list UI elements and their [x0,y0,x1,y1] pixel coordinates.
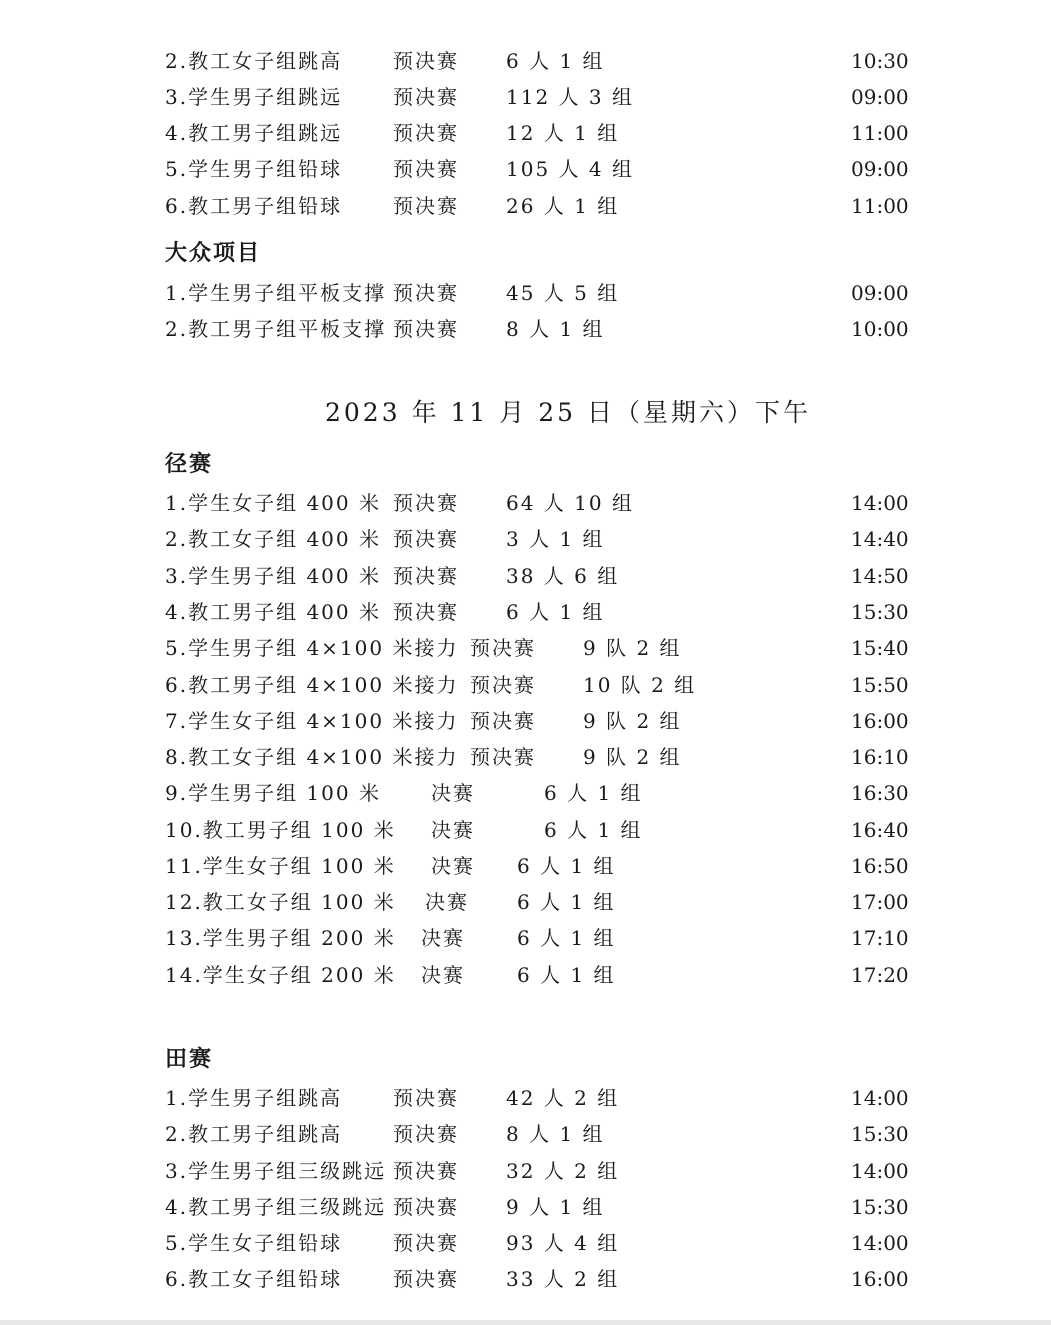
event-time: 10:00 [851,317,909,341]
event-name: 9.学生男子组 100 米 [165,781,381,805]
event-name: 4.教工男子组 400 米 [165,600,381,624]
event-round: 决赛 [431,854,475,878]
event-name: 1.学生女子组 400 米 [165,491,381,515]
event-round: 预决赛 [470,745,536,769]
event-round: 预决赛 [393,1231,459,1255]
event-entries: 6 人 1 组 [506,600,605,624]
event-round: 预决赛 [393,281,459,305]
event-entries: 6 人 1 组 [544,781,643,805]
event-time: 17:20 [851,963,909,987]
event-entries: 64 人 10 组 [506,491,634,515]
list-item [165,278,909,308]
list-item [165,154,909,184]
event-name: 12.教工女子组 100 米 [165,890,396,914]
event-round: 预决赛 [470,709,536,733]
event-name: 14.学生女子组 200 米 [165,963,396,987]
list-item [165,960,909,990]
event-round: 决赛 [431,818,475,842]
list-item [165,1264,909,1294]
track-events-heading: 径赛 [165,452,214,477]
event-entries: 26 人 1 组 [506,194,620,218]
event-entries: 42 人 2 组 [506,1086,620,1110]
event-round: 决赛 [421,963,465,987]
list-item [165,633,909,663]
list-item [165,706,909,736]
event-round: 预决赛 [393,1267,459,1291]
event-time: 14:00 [851,491,909,515]
event-round: 预决赛 [393,491,459,515]
list-item [165,742,909,772]
event-name: 2.教工男子组跳高 [165,1122,343,1146]
list-item [165,815,909,845]
event-entries: 6 人 1 组 [517,926,616,950]
event-time: 15:40 [851,636,909,660]
event-name: 1.学生男子组跳高 [165,1086,343,1110]
list-item [165,82,909,112]
list-item [165,46,909,76]
event-entries: 8 人 1 组 [506,1122,605,1146]
event-time: 14:40 [851,527,909,551]
list-item [165,1119,909,1149]
event-name: 6.教工女子组铅球 [165,1267,343,1291]
event-time: 15:30 [851,1122,909,1146]
event-entries: 9 人 1 组 [506,1195,605,1219]
event-round: 预决赛 [393,1195,459,1219]
list-item [165,1083,909,1113]
event-round: 预决赛 [470,636,536,660]
event-time: 16:50 [851,854,909,878]
event-time: 09:00 [851,281,909,305]
event-entries: 9 队 2 组 [583,636,682,660]
event-time: 16:00 [851,1267,909,1291]
event-time: 14:50 [851,564,909,588]
event-round: 预决赛 [393,564,459,588]
event-time: 14:00 [851,1231,909,1255]
event-name: 8.教工女子组 4×100 米接力 [165,745,459,769]
event-entries: 6 人 1 组 [544,818,643,842]
event-time: 09:00 [851,157,909,181]
event-name: 6.教工男子组铅球 [165,194,343,218]
event-name: 3.学生男子组跳远 [165,85,343,109]
list-item [165,1192,909,1222]
event-time: 09:00 [851,85,909,109]
event-entries: 6 人 1 组 [506,49,605,73]
list-item [165,597,909,627]
list-item [165,524,909,554]
event-name: 3.学生男子组 400 米 [165,564,381,588]
event-name: 10.教工男子组 100 米 [165,818,396,842]
event-name: 5.学生女子组铅球 [165,1231,343,1255]
list-item [165,314,909,344]
event-entries: 9 队 2 组 [583,709,682,733]
event-name: 5.学生男子组铅球 [165,157,343,181]
event-time: 16:40 [851,818,909,842]
field-events-heading: 田赛 [165,1047,214,1072]
event-time: 16:30 [851,781,909,805]
event-entries: 45 人 5 组 [506,281,620,305]
event-round: 预决赛 [393,121,459,145]
event-name: 2.教工男子组平板支撑 [165,317,387,341]
list-item [165,191,909,221]
event-entries: 6 人 1 组 [517,890,616,914]
event-round: 预决赛 [393,600,459,624]
event-time: 17:10 [851,926,909,950]
event-name: 4.教工男子组跳远 [165,121,343,145]
list-item [165,851,909,881]
event-entries: 6 人 1 组 [517,854,616,878]
event-entries: 3 人 1 组 [506,527,605,551]
event-round: 预决赛 [470,673,536,697]
event-entries: 12 人 1 组 [506,121,620,145]
event-round: 预决赛 [393,194,459,218]
event-round: 预决赛 [393,1122,459,1146]
event-time: 11:00 [851,121,909,145]
event-name: 2.教工女子组跳高 [165,49,343,73]
event-round: 决赛 [421,926,465,950]
event-round: 预决赛 [393,317,459,341]
list-item [165,670,909,700]
event-entries: 10 队 2 组 [583,673,697,697]
event-entries: 33 人 2 组 [506,1267,620,1291]
event-time: 16:00 [851,709,909,733]
event-name: 13.学生男子组 200 米 [165,926,396,950]
event-name: 5.学生男子组 4×100 米接力 [165,636,459,660]
event-entries: 38 人 6 组 [506,564,620,588]
event-round: 预决赛 [393,527,459,551]
event-entries: 112 人 3 组 [506,85,634,109]
event-time: 17:00 [851,890,909,914]
list-item [165,561,909,591]
list-item [165,778,909,808]
event-time: 15:30 [851,600,909,624]
event-name: 2.教工女子组 400 米 [165,527,381,551]
event-round: 预决赛 [393,1159,459,1183]
event-name: 1.学生男子组平板支撑 [165,281,387,305]
page-edge-divider [0,1320,1051,1325]
event-round: 预决赛 [393,157,459,181]
mass-events-heading: 大众项目 [165,241,262,266]
event-entries: 105 人 4 组 [506,157,634,181]
list-item [165,923,909,953]
event-name: 7.学生女子组 4×100 米接力 [165,709,459,733]
event-round: 预决赛 [393,49,459,73]
event-round: 决赛 [425,890,469,914]
date-title: 2023 年 11 月 25 日（星期六）下午 [325,398,811,427]
event-time: 15:50 [851,673,909,697]
event-name: 3.学生男子组三级跳远 [165,1159,387,1183]
event-time: 11:00 [851,194,909,218]
event-entries: 8 人 1 组 [506,317,605,341]
list-item [165,887,909,917]
list-item [165,1156,909,1186]
list-item [165,1228,909,1258]
event-time: 14:00 [851,1159,909,1183]
event-time: 16:10 [851,745,909,769]
event-round: 预决赛 [393,1086,459,1110]
event-round: 决赛 [431,781,475,805]
event-round: 预决赛 [393,85,459,109]
event-entries: 93 人 4 组 [506,1231,620,1255]
event-name: 11.学生女子组 100 米 [165,854,396,878]
list-item [165,118,909,148]
event-entries: 32 人 2 组 [506,1159,620,1183]
list-item [165,488,909,518]
event-entries: 6 人 1 组 [517,963,616,987]
event-time: 15:30 [851,1195,909,1219]
event-entries: 9 队 2 组 [583,745,682,769]
event-name: 6.教工男子组 4×100 米接力 [165,673,459,697]
event-name: 4.教工男子组三级跳远 [165,1195,387,1219]
event-time: 10:30 [851,49,909,73]
event-time: 14:00 [851,1086,909,1110]
